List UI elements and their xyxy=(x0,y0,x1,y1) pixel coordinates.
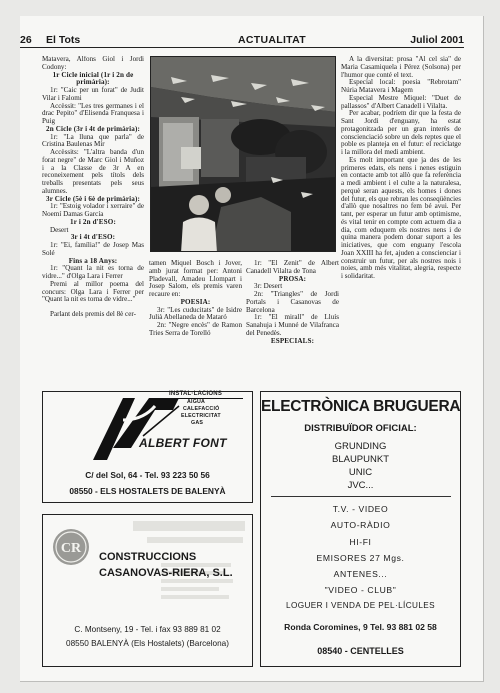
article-column-2 xyxy=(149,260,242,370)
service-line: HI-FI xyxy=(349,537,372,547)
service-line: INSTAL·LACIONS xyxy=(161,391,243,399)
paragraph: Per acabar, podríem dir que la festa de Sant Jordi d'enguany, ha estat protagonitzada per un gran interès de conscienciació sobre un dels reptes que el poble es planteja en el futur: el reciclatge i la millora del medi ambient. xyxy=(341,109,461,156)
brand-name: GRUNDING xyxy=(334,441,387,452)
paragraph: 3r: Desert xyxy=(254,282,283,291)
paragraph: Premi al millor poema del concurs: Olga Lara i Ferrer per "Quant la nit es torna de vidre..." xyxy=(42,279,144,304)
article-column-3 xyxy=(246,260,339,370)
paragraph: 3r: "Les cuducitats" de Isidre Julià Abellaneda de Mataró xyxy=(149,305,242,322)
business-city: 08550 BALENYÀ (Els Hostalets) (Barcelona) xyxy=(66,639,229,648)
service-line: EMISORES 27 Mgs. xyxy=(316,553,405,563)
magazine-name: El Tots xyxy=(46,34,81,46)
service-line: LOGUER I VENDA DE PEL·LÍCULES xyxy=(285,601,435,610)
brand-name: BLAUPUNKT xyxy=(331,454,389,465)
subheading: 3r Cicle (5è i 6è de primària): xyxy=(46,194,140,203)
business-address: Ronda Coromines, 9 Tel. 93 881 02 58 xyxy=(284,622,437,632)
ad-construccions-casanovas-riera xyxy=(42,514,253,667)
paragraph: 1r: "Estoig volador i xerraire" de Noemí Damas García xyxy=(42,202,144,218)
service-line: T.V. - VIDEO xyxy=(332,504,389,514)
paragraph: Especial local: poesia "Rebrotam" Núria Matavera i Magem xyxy=(341,78,461,94)
business-city: 08540 - CENTELLES xyxy=(317,646,404,656)
distributor-label: DISTRIBUÏDOR OFICIAL: xyxy=(304,423,417,434)
service-line: GAS xyxy=(191,420,204,426)
business-name-line1: CONSTRUCCIONS xyxy=(99,551,197,563)
paragraph: 1r: "Caic per un forat" de Judit Vilar i Falomi xyxy=(42,86,144,102)
subheading: Fins a 18 Anys: xyxy=(68,256,118,265)
subheading: ESPECIALS: xyxy=(270,336,315,345)
paragraph: 2n: "Triangles" de Jordi Portals i Casanovas de Barcelona xyxy=(246,290,339,314)
business-address: C. Montseny, 19 - Tel. i fax 93 889 81 02 xyxy=(74,625,221,634)
paragraph: 1r: "El Zenit" de Albert Canadell Vilalta de Tona xyxy=(246,260,339,275)
paragraph: Es molt important que ja des de les primeres edats, els nens i nenes estiguin en contacte amb tot allò que fa referència a medi ambient i el culte a la naturalesa, perquè seran aquests, els homes i dones del futur, els que rebran les conseqüències d'allò que nosaltres no fem bé avui. Per tant, per esperar un futur amb optimisme, és vital tenir en compte com actuem dia a dia, com eduquem els nostres nens i de quina manera podem donar suport a les iniciatives, que com enguany l'escola Joan XXIII ha fet, ajuden a conscienciar i construir un futur, per als nostres nois i noies, amb més vitalitat, alegria, respecte i solidaritat. xyxy=(341,155,461,280)
service-line: ELECTRICITAT xyxy=(181,413,221,419)
page-header xyxy=(20,34,464,48)
paragraph: Matavera, Alfons Giol i Jordi Codony: xyxy=(42,56,144,71)
issue-date: Juliol 2001 xyxy=(410,34,464,46)
paragraph: 1r: "El mirall" de Lluís Sanahuja i Munné de Vilafranca del Penedès. xyxy=(246,313,339,337)
subheading: 3r i 4t d'ESO: xyxy=(70,233,116,242)
ad-albert-font xyxy=(42,391,253,503)
service-line: AUTO-RÀDIO xyxy=(330,520,391,530)
photo-illustration xyxy=(151,57,336,252)
subheading: 1r i 2n d'ESO: xyxy=(70,217,116,226)
business-name: ELECTRÒNICA BRUGUERA xyxy=(261,398,461,415)
paragraph: Desert xyxy=(50,225,69,234)
article-column-4 xyxy=(341,56,461,366)
business-name: ALBERT FONT xyxy=(139,436,227,450)
business-name-line2: CASANOVAS-RIERA, S.L. xyxy=(99,567,233,579)
business-city: 08550 - ELS HOSTALETS DE BALENYÀ xyxy=(69,486,226,496)
cr-monogram-icon xyxy=(51,527,91,567)
ad-electronica-bruguera xyxy=(260,391,461,667)
service-line: "VIDEO - CLUB" xyxy=(324,585,397,595)
paragraph: Accèssits: "L'altra banda d'un forat negre" de Marc Giol i Muñoz i a la Classe de 3r A en reconeixement pels títols dels treballs presentats pels seus alumnes. xyxy=(42,148,144,195)
brand-name: UNIC xyxy=(348,467,373,478)
article-column-1 xyxy=(42,56,144,364)
subheading: PROSA: xyxy=(278,274,307,283)
paragraph: Accèssit: "Les tres germanes i el drac Pepito" d'Elisenda Franquesa i Puig xyxy=(42,101,144,125)
paragraph: tamen Miquel Bosch i Jover, amb jurat format per: Antoni Pladevall, Amadeu Llompart i Josep Salom, els premis varen recaure en: xyxy=(149,260,242,298)
business-address: C/ del Sol, 64 - Tel. 93 223 50 56 xyxy=(85,470,210,480)
monogram-letters: CR xyxy=(60,541,82,556)
service-line: AIGUA xyxy=(187,399,206,405)
event-photo xyxy=(150,56,336,252)
brand-name: JVC... xyxy=(347,480,374,491)
page-number: 26 xyxy=(20,34,32,46)
subheading: POESIA: xyxy=(180,297,211,306)
subheading: 2n Cicle (3r i 4t de primària): xyxy=(46,124,140,133)
paragraph: 2n: "Negre encès" de Ramon Tries Serra de Torelló xyxy=(149,321,242,337)
section-title: ACTUALITAT xyxy=(238,34,306,46)
paragraph: 1r: "Ei, família!" de Josep Mas Solé xyxy=(42,241,144,257)
divider xyxy=(271,496,451,497)
paragraph: Parlant dels premis del 8è cer- xyxy=(50,310,136,318)
paragraph: A la diversitat: prosa "Al cel sia" de Maria Casamiquela i Pérez (Solsona) per l'humor que conté el text. xyxy=(341,56,461,79)
paragraph: 1r: "La lluna que parla" de Cristina Baulenas Mir xyxy=(42,132,144,149)
paragraph: 1r: "Quant la nit es torna de vidre..." d'Olga Lara i Ferrer xyxy=(42,264,144,280)
subheading: 1r Cicle inicial (1r i 2n de primària): xyxy=(52,70,134,87)
service-line: CALEFACCIÓ xyxy=(183,406,220,412)
paragraph: Especial Mestre Miquel: "Duet de pallassos" d'Albert Canadell i Vilalta. xyxy=(341,93,461,110)
service-line: ANTENES... xyxy=(333,569,388,579)
